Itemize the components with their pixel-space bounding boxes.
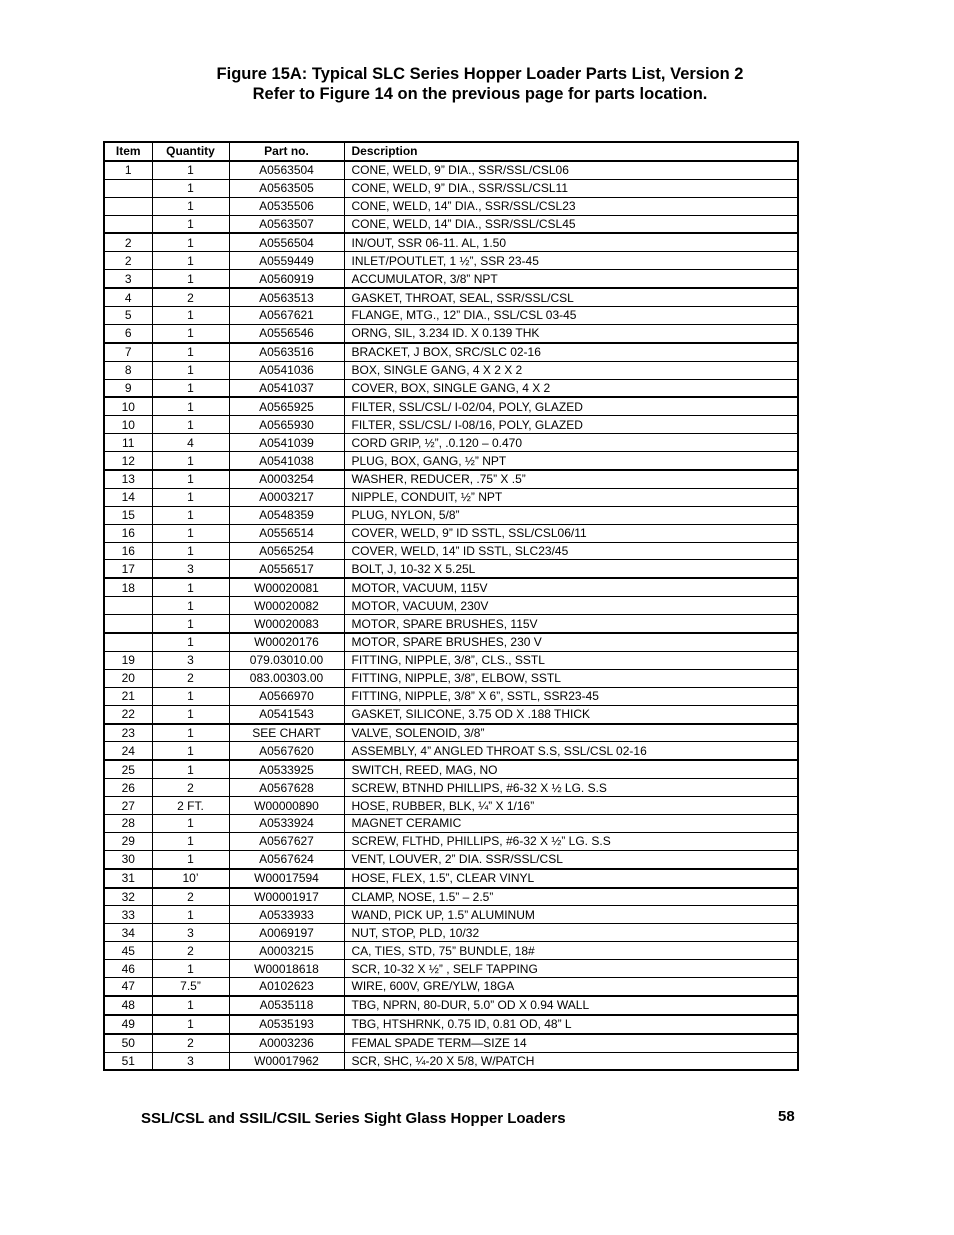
cell-quantity: 3 [152,651,229,669]
header-part-no: Part no. [229,142,344,161]
table-row [104,416,798,434]
cell-item: 10 [104,397,152,415]
cell-quantity: 2 [152,779,229,797]
cell-part-no: A0541543 [229,705,344,723]
cell-description: MOTOR, VACUUM, 230V [344,597,798,615]
cell-quantity: 1 [152,832,229,850]
cell-description: WAND, PICK UP, 1.5” ALUMINUM [344,906,798,924]
table-row [104,906,798,924]
cell-part-no: A0541036 [229,361,344,379]
cell-description: CONE, WELD, 14” DIA., SSR/SSL/CSL23 [344,197,798,215]
cell-part-no: A0102623 [229,977,344,995]
cell-item: 30 [104,850,152,868]
table-row [104,651,798,669]
table-row [104,779,798,797]
cell-part-no: A0535193 [229,1015,344,1034]
table-row [104,960,798,978]
cell-quantity: 1 [152,906,229,924]
cell-item: 6 [104,324,152,342]
cell-quantity: 3 [152,1052,229,1070]
cell-part-no: A0567621 [229,307,344,325]
cell-part-no: A0533924 [229,814,344,832]
table-row [104,687,798,705]
cell-part-no: A0535506 [229,197,344,215]
table-row [104,161,798,179]
cell-item: 10 [104,416,152,434]
cell-quantity: 1 [152,215,229,233]
table-row [104,924,798,942]
cell-description: FILTER, SSL/CSL/ I-08/16, POLY, GLAZED [344,416,798,434]
cell-quantity: 10’ [152,869,229,888]
cell-description: SCR, 10-32 X ½” , SELF TAPPING [344,960,798,978]
header-quantity: Quantity [152,142,229,161]
cell-description: FLANGE, MTG., 12” DIA., SSL/CSL 03-45 [344,307,798,325]
cell-item: 27 [104,797,152,815]
table-row [104,288,798,306]
cell-quantity: 1 [152,379,229,397]
table-row [104,270,798,288]
cell-item: 48 [104,996,152,1015]
parts-table-body [104,161,798,1071]
cell-item: 22 [104,705,152,723]
table-row [104,524,798,542]
table-row [104,252,798,270]
table-row [104,452,798,470]
table-row [104,633,798,651]
cell-item [104,633,152,651]
cell-description: MOTOR, SPARE BRUSHES, 230 V [344,633,798,651]
cell-part-no: A0563516 [229,343,344,361]
table-row [104,343,798,361]
cell-description: VALVE, SOLENOID, 3/8” [344,724,798,742]
cell-part-no: A0556504 [229,233,344,251]
table-row [104,705,798,723]
cell-part-no: A0003254 [229,470,344,488]
cell-quantity: 2 [152,288,229,306]
cell-item: 3 [104,270,152,288]
cell-item: 18 [104,578,152,596]
cell-description: FITTING, NIPPLE, 3/8”, CLS., SSTL [344,651,798,669]
table-row [104,942,798,960]
cell-description: SCREW, FLTHD, PHILLIPS, #6-32 X ½” LG. S.S [344,832,798,850]
cell-item: 16 [104,524,152,542]
table-row [104,1015,798,1034]
cell-part-no: A0559449 [229,252,344,270]
cell-item: 21 [104,687,152,705]
cell-part-no: W00020081 [229,578,344,596]
cell-quantity: 1 [152,524,229,542]
cell-quantity: 1 [152,179,229,197]
cell-description: WIRE, 600V, GRE/YLW, 18GA [344,977,798,995]
cell-description: CONE, WELD, 14” DIA., SSR/SSL/CSL45 [344,215,798,233]
cell-part-no: A0003217 [229,488,344,506]
cell-description: PLUG, NYLON, 5/8” [344,506,798,524]
cell-item [104,197,152,215]
cell-quantity: 1 [152,705,229,723]
cell-part-no: A0535118 [229,996,344,1015]
cell-item: 26 [104,779,152,797]
cell-description: COVER, WELD, 14” ID SSTL, SLC23/45 [344,542,798,560]
cell-item: 13 [104,470,152,488]
cell-description: HOSE, RUBBER, BLK, ¼” X 1/16” [344,797,798,815]
cell-item: 5 [104,307,152,325]
table-row [104,597,798,615]
cell-description: CONE, WELD, 9” DIA., SSR/SSL/CSL06 [344,161,798,179]
footer-manual-title: SSL/CSL and SSIL/CSIL Series Sight Glass Hopper Loaders [141,1110,566,1127]
cell-item: 7 [104,343,152,361]
cell-quantity: 1 [152,742,229,760]
cell-item: 15 [104,506,152,524]
cell-description: TBG, NPRN, 80-DUR, 5.0” OD X 0.94 WALL [344,996,798,1015]
table-row [104,434,798,452]
table-row [104,996,798,1015]
cell-description: TBG, HTSHRNK, 0.75 ID, 0.81 OD, 48” L [344,1015,798,1034]
cell-description: IN/OUT, SSR 06-11. AL, 1.50 [344,233,798,251]
cell-item: 20 [104,669,152,687]
table-row [104,470,798,488]
cell-part-no: A0566970 [229,687,344,705]
table-row [104,724,798,742]
cell-part-no: W00020082 [229,597,344,615]
cell-part-no: A0003236 [229,1034,344,1052]
cell-part-no: A0567628 [229,779,344,797]
table-row [104,615,798,633]
cell-description: MOTOR, VACUUM, 115V [344,578,798,596]
cell-description: PLUG, BOX, GANG, ½” NPT [344,452,798,470]
table-row [104,542,798,560]
cell-quantity: 1 [152,1015,229,1034]
cell-item: 8 [104,361,152,379]
cell-item: 32 [104,888,152,906]
cell-item: 17 [104,560,152,578]
cell-part-no: W00000890 [229,797,344,815]
cell-quantity: 2 [152,669,229,687]
cell-part-no: A0567620 [229,742,344,760]
cell-part-no: W00020083 [229,615,344,633]
cell-item: 23 [104,724,152,742]
cell-item [104,615,152,633]
cell-quantity: 1 [152,615,229,633]
cell-part-no: W00017594 [229,869,344,888]
cell-item: 28 [104,814,152,832]
table-row [104,888,798,906]
cell-part-no: W00001917 [229,888,344,906]
cell-item: 1 [104,161,152,179]
cell-part-no: A0565254 [229,542,344,560]
cell-description: COVER, WELD, 9” ID SSTL, SSL/CSL06/11 [344,524,798,542]
cell-quantity: 2 [152,1034,229,1052]
cell-description: BOX, SINGLE GANG, 4 X 2 X 2 [344,361,798,379]
table-row [104,1052,798,1070]
cell-part-no: A0548359 [229,506,344,524]
cell-part-no: A0563507 [229,215,344,233]
cell-quantity: 1 [152,416,229,434]
cell-quantity: 2 [152,888,229,906]
cell-item: 51 [104,1052,152,1070]
cell-description: SWITCH, REED, MAG, NO [344,760,798,778]
cell-quantity: 1 [152,814,229,832]
cell-part-no: A0556546 [229,324,344,342]
cell-description: ORNG, SIL, 3.234 ID. X 0.139 THK [344,324,798,342]
cell-item [104,597,152,615]
cell-quantity: 4 [152,434,229,452]
cell-quantity: 1 [152,452,229,470]
cell-description: BOLT, J, 10-32 X 5.25L [344,560,798,578]
cell-description: VENT, LOUVER, 2” DIA. SSR/SSL/CSL [344,850,798,868]
table-row [104,215,798,233]
table-row [104,832,798,850]
cell-quantity: 1 [152,197,229,215]
table-row [104,850,798,868]
cell-quantity: 1 [152,960,229,978]
cell-quantity: 1 [152,542,229,560]
cell-part-no: A0556514 [229,524,344,542]
cell-part-no: A0565930 [229,416,344,434]
cell-item [104,179,152,197]
cell-description: INLET/POUTLET, 1 ½”, SSR 23-45 [344,252,798,270]
cell-item: 14 [104,488,152,506]
cell-description: SCR, SHC, ¼-20 X 5/8, W/PATCH [344,1052,798,1070]
cell-item: 45 [104,942,152,960]
cell-item: 24 [104,742,152,760]
table-row [104,488,798,506]
table-row [104,361,798,379]
cell-quantity: 1 [152,343,229,361]
cell-quantity: 1 [152,760,229,778]
cell-quantity: 1 [152,633,229,651]
cell-part-no: A0541038 [229,452,344,470]
cell-quantity: 3 [152,560,229,578]
table-row [104,977,798,995]
cell-quantity: 1 [152,307,229,325]
cell-description: FITTING, NIPPLE, 3/8” X 6”, SSTL, SSR23-45 [344,687,798,705]
cell-quantity: 1 [152,233,229,251]
cell-item: 12 [104,452,152,470]
cell-part-no: A0541037 [229,379,344,397]
cell-description: ACCUMULATOR, 3/8” NPT [344,270,798,288]
cell-quantity: 3 [152,924,229,942]
cell-part-no: A0563505 [229,179,344,197]
cell-description: NUT, STOP, PLD, 10/32 [344,924,798,942]
cell-item: 46 [104,960,152,978]
table-row [104,669,798,687]
cell-part-no: A0003215 [229,942,344,960]
header-item: Item [104,142,152,161]
table-row [104,578,798,596]
table-row [104,233,798,251]
cell-part-no: 083.00303.00 [229,669,344,687]
cell-item: 33 [104,906,152,924]
cell-description: CONE, WELD, 9” DIA., SSR/SSL/CSL11 [344,179,798,197]
cell-item: 2 [104,252,152,270]
cell-description: CLAMP, NOSE, 1.5” – 2.5” [344,888,798,906]
cell-part-no: A0563504 [229,161,344,179]
cell-quantity: 1 [152,470,229,488]
cell-quantity: 1 [152,597,229,615]
table-row [104,307,798,325]
cell-item: 49 [104,1015,152,1034]
cell-item: 29 [104,832,152,850]
cell-quantity: 1 [152,252,229,270]
cell-part-no: A0567624 [229,850,344,868]
cell-description: GASKET, THROAT, SEAL, SSR/SSL/CSL [344,288,798,306]
cell-description: HOSE, FLEX, 1.5”, CLEAR VINYL [344,869,798,888]
cell-quantity: 2 [152,942,229,960]
table-row [104,324,798,342]
table-row [104,797,798,815]
table-row [104,197,798,215]
cell-quantity: 7.5” [152,977,229,995]
cell-item: 25 [104,760,152,778]
cell-quantity: 1 [152,506,229,524]
cell-item: 50 [104,1034,152,1052]
cell-item: 4 [104,288,152,306]
cell-item: 9 [104,379,152,397]
cell-description: SCREW, BTNHD PHILLIPS, #6-32 X ½ LG. S.S [344,779,798,797]
cell-part-no: A0560919 [229,270,344,288]
cell-description: GASKET, SILICONE, 3.75 OD X .188 THICK [344,705,798,723]
cell-description: COVER, BOX, SINGLE GANG, 4 X 2 [344,379,798,397]
cell-part-no: W00018618 [229,960,344,978]
cell-description: ASSEMBLY, 4” ANGLED THROAT S.S, SSL/CSL 02-16 [344,742,798,760]
table-row [104,506,798,524]
cell-description: FEMAL SPADE TERM—SIZE 14 [344,1034,798,1052]
table-row [104,869,798,888]
header-description: Description [344,142,798,161]
cell-quantity: 2 FT. [152,797,229,815]
table-row [104,560,798,578]
table-row [104,179,798,197]
table-row [104,742,798,760]
cell-quantity: 1 [152,488,229,506]
cell-quantity: 1 [152,397,229,415]
cell-quantity: 1 [152,996,229,1015]
cell-description: CORD GRIP, ½”, .0.120 – 0.470 [344,434,798,452]
cell-part-no: A0533933 [229,906,344,924]
cell-item [104,215,152,233]
cell-quantity: 1 [152,324,229,342]
cell-item: 47 [104,977,152,995]
cell-part-no: A0563513 [229,288,344,306]
cell-part-no: A0565925 [229,397,344,415]
cell-description: WASHER, REDUCER, .75” X .5” [344,470,798,488]
cell-part-no: A0567627 [229,832,344,850]
table-row [104,814,798,832]
cell-part-no: A0069197 [229,924,344,942]
cell-item: 34 [104,924,152,942]
cell-description: BRACKET, J BOX, SRC/SLC 02-16 [344,343,798,361]
figure-title: Figure 15A: Typical SLC Series Hopper Loader Parts List, Version 2 [216,65,744,83]
table-row [104,379,798,397]
cell-part-no: W00017962 [229,1052,344,1070]
cell-item: 31 [104,869,152,888]
cell-quantity: 1 [152,687,229,705]
cell-description: MOTOR, SPARE BRUSHES, 115V [344,615,798,633]
figure-subtitle: Refer to Figure 14 on the previous page for parts location. [252,85,708,103]
cell-part-no: 079.03010.00 [229,651,344,669]
cell-quantity: 1 [152,724,229,742]
cell-quantity: 1 [152,361,229,379]
cell-item: 16 [104,542,152,560]
cell-description: MAGNET CERAMIC [344,814,798,832]
cell-description: FILTER, SSL/CSL/ I-02/04, POLY, GLAZED [344,397,798,415]
cell-item: 11 [104,434,152,452]
cell-description: FITTING, NIPPLE, 3/8”, ELBOW, SSTL [344,669,798,687]
table-row [104,760,798,778]
cell-part-no: A0533925 [229,760,344,778]
table-row [104,397,798,415]
parts-list-table [103,141,799,1071]
cell-part-no: A0556517 [229,560,344,578]
cell-item: 19 [104,651,152,669]
table-row [104,1034,798,1052]
table-header-row [104,142,798,161]
cell-part-no: SEE CHART [229,724,344,742]
cell-part-no: A0541039 [229,434,344,452]
cell-quantity: 1 [152,270,229,288]
cell-quantity: 1 [152,161,229,179]
cell-item: 2 [104,233,152,251]
cell-description: NIPPLE, CONDUIT, ½” NPT [344,488,798,506]
cell-quantity: 1 [152,578,229,596]
cell-part-no: W00020176 [229,633,344,651]
cell-description: CA, TIES, STD, 75” BUNDLE, 18# [344,942,798,960]
page-number: 58 [778,1108,795,1125]
cell-quantity: 1 [152,850,229,868]
